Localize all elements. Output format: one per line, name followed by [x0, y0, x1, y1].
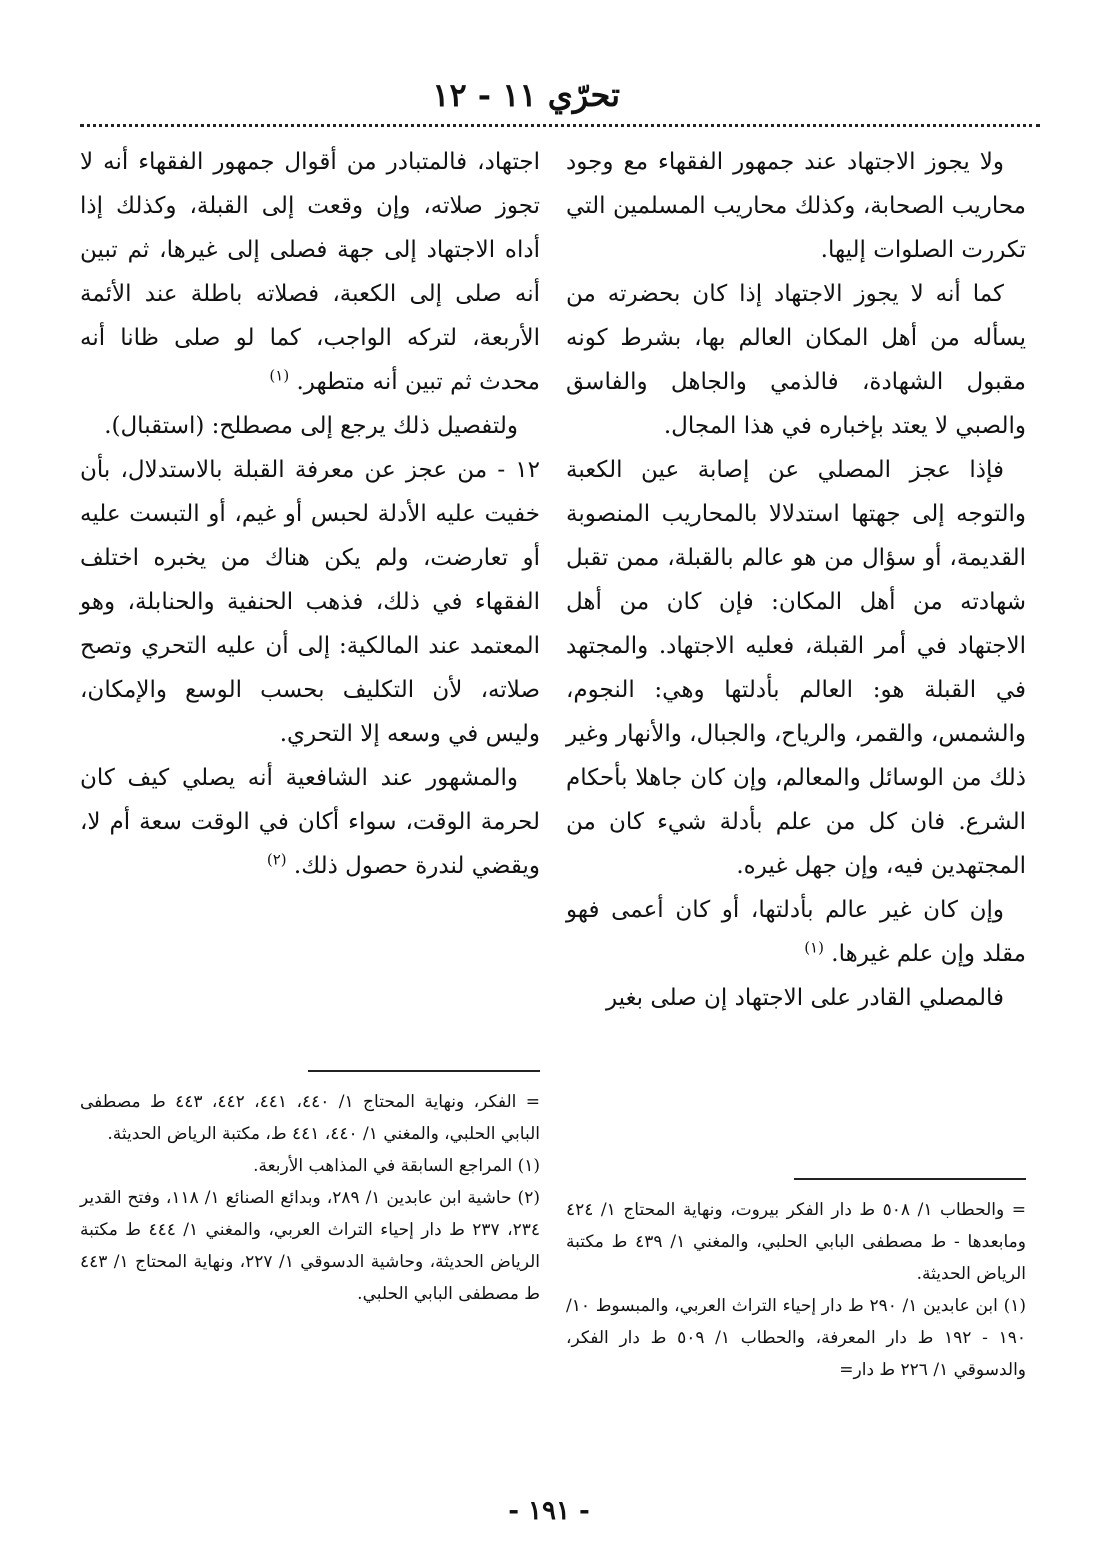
paragraph: ولتفصيل ذلك يرجع إلى مصطلح: (استقبال). [104, 413, 518, 439]
left-footnotes [80, 1070, 540, 1310]
footnote-reference: (٢) [266, 850, 287, 869]
right-column [566, 140, 1026, 1020]
paragraph: فالمصلي القادر على الاجتهاد إن صلى بغير [605, 985, 1004, 1011]
footnote: = والحطاب ١/ ٥٠٨ ط دار الفكر بيروت، ونهاية المحتاج ١/ ٤٢٤ ومابعدها - ط مصطفى البابي الحلبي، والمغني ١/ ٤٣٩ ط مكتبة الرياض الحديثة. [566, 1200, 1026, 1284]
paragraph-text: وإن كان غير عالم بأدلتها، أو كان أعمى فهو مقلد وإن علم غيرها. [566, 897, 1026, 967]
footnote: = الفكر، ونهاية المحتاج ١/ ٤٤٠، ٤٤١، ٤٤٢، ٤٤٣ ط مصطفى البابي الحلبي، والمغني ١/ ٤٤٠، ٤٤١ ط، مكتبة الرياض الحديثة. [80, 1092, 541, 1144]
right-footnotes [566, 1178, 1026, 1386]
left-column [80, 140, 540, 888]
paragraph [566, 888, 1026, 976]
paragraph: ولا يجوز الاجتهاد عند جمهور الفقهاء مع وجود محاريب الصحابة، وكذلك محاريب المسلمين التي تكررت الصلوات إليها. [566, 149, 1026, 263]
paragraph [80, 756, 540, 888]
page-header [80, 72, 1040, 122]
paragraph: ١٢ - من عجز عن معرفة القبلة بالاستدلال، بأن خفيت عليه الأدلة لحبس أو غيم، أو التبست عليه أو تعارضت، ولم يكن هناك من يخبره اختلف الفقهاء في ذلك، فذهب الحنفية والحنابلة، وهو المعتمد عند المالكية: إلى أن عليه التحري وتصح صلاته، لأن التكليف بحسب الوسع والإمكان، وليس في وسعه إلا التحري. [80, 457, 540, 747]
paragraph-text: اجتهاد، فالمتبادر من أقوال جمهور الفقهاء أنه لا تجوز صلاته، وإن وقعت إلى القبلة، وكذلك إذا أداه الاجتهاد إلى جهة فصلى إلى غيرها، ثم تبين أنه صلى إلى الكعبة، فصلاته باطلة عند الأئمة الأربعة، لتركه الواجب، كما لو صلى ظانا أنه محدث ثم تبين أنه متطهر. [80, 149, 540, 395]
footnote: (٢) حاشية ابن عابدين ١/ ٢٨٩، وبدائع الصنائع ١/ ١١٨، وفتح القدير ٢٣٤، ٢٣٧ ط دار إحياء التراث العربي، والمغني ١/ ٤٤٤ ط مكتبة الرياض الحديثة، وحاشية الدسوقي ١/ ٢٢٧، ونهاية المحتاج ١/ ٤٤٣ ط مصطفى البابي الحلبي. [80, 1188, 540, 1304]
header-dotted-rule [80, 124, 1040, 127]
paragraph-text: والمشهور عند الشافعية أنه يصلي كيف كان لحرمة الوقت، سواء أكان في الوقت سعة أم لا، ويقضي لندرة حصول ذلك. [80, 765, 540, 879]
paragraph: كما أنه لا يجوز الاجتهاد إذا كان بحضرته من يسأله من أهل المكان العالم بها، بشرط كونه مقبول الشهادة، فالذمي والجاهل والفاسق والصبي لا يعتد بإخباره في هذا المجال. [566, 281, 1026, 439]
footnote: (١) ابن عابدين ١/ ٢٩٠ ط دار إحياء التراث العربي، والمبسوط ١٠/ ١٩٠ - ١٩٢ ط دار المعرفة، والحطاب ١/ ٥٠٩ ط دار الفكر، والدسوقي ١/ ٢٢٦ ط دار= [566, 1296, 1026, 1380]
running-title: تحرّي ١١ - ١٢ [432, 76, 620, 114]
footnote-rule [308, 1070, 540, 1072]
footnote-reference: (١) [804, 938, 824, 957]
paragraph [80, 140, 540, 404]
footnote-rule [794, 1178, 1026, 1180]
footnote-reference: (١) [269, 366, 290, 385]
footnote: (١) المراجع السابقة في المذاهب الأربعة. [253, 1156, 540, 1176]
paragraph: فإذا عجز المصلي عن إصابة عين الكعبة والتوجه إلى جهتها استدلالا بالمحاريب المنصوبة القديمة، أو سؤال من هو عالم بالقبلة، ممن تقبل شهادته من أهل المكان: فإن كان من أهل الاجتهاد في أمر القبلة، فعليه الاجتهاد. والمجتهد في القبلة هو: العالم بأدلتها وهي: النجوم، والشمس، والقمر، والرياح، والجبال، والأنهار وغير ذلك من الوسائل والمعالم، وإن كان جاهلا بأحكام الشرع. فان كل من علم بأدلة شيء كان من المجتهدين فيه، وإن جهل غيره. [566, 457, 1026, 879]
page-number: - ١٩١ - [508, 1496, 590, 1526]
